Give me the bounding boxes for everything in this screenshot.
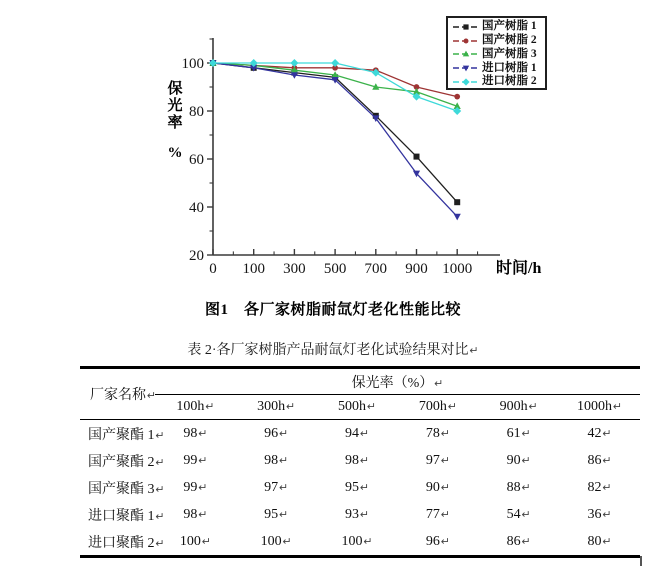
table-row: [80, 420, 640, 448]
table-row: [80, 528, 640, 557]
gloss-retention-header: [155, 368, 640, 395]
value-cell: 54↵: [506, 506, 531, 522]
x-tick-label: 700: [364, 261, 388, 277]
legend-marker-glyph: [463, 24, 468, 29]
value-cell: 97↵: [264, 479, 289, 495]
value-cell: 86↵: [506, 533, 531, 549]
y-tick-label: 100: [181, 56, 204, 72]
chart-legend: [446, 16, 547, 90]
paragraph-mark: ↵: [282, 534, 292, 548]
legend-label: 进口树脂 1: [482, 61, 537, 74]
paragraph-mark: ↵: [155, 509, 165, 523]
x-tick-label: 0: [209, 261, 217, 277]
paragraph-mark: ↵: [279, 507, 289, 521]
series-line-4: [213, 63, 457, 217]
x-tick-label: 500: [323, 261, 347, 277]
vendor-cell: 国产聚酯 2↵: [88, 454, 165, 470]
data-point: [290, 59, 298, 67]
paragraph-mark: ↵: [147, 389, 157, 402]
value-cell: 95↵: [345, 479, 370, 495]
paragraph-mark: ↵: [201, 534, 211, 548]
paragraph-mark: ↵: [363, 534, 373, 548]
paragraph-mark: ↵: [155, 482, 165, 496]
legend-marker-diamond-icon: [453, 76, 479, 88]
paragraph-mark: ↵: [198, 507, 208, 521]
paragraph-mark: ↵: [434, 376, 444, 390]
paragraph-mark: ↵: [440, 507, 450, 521]
paragraph-mark: ↵: [279, 426, 289, 440]
paragraph-mark: ↵: [602, 507, 612, 521]
data-point: [331, 59, 339, 67]
table-caption: [0, 339, 666, 359]
vendor-cell: 进口聚酯 2↵: [88, 535, 165, 551]
table-header-row-2: [80, 395, 640, 420]
value-cell: 97↵: [425, 452, 450, 468]
paragraph-mark: ↵: [205, 400, 215, 413]
value-cell: 98↵: [183, 425, 208, 441]
value-cell: 82↵: [587, 479, 612, 495]
value-cell: 90↵: [506, 452, 531, 468]
legend-item: [453, 61, 542, 75]
paragraph-mark: ↵: [198, 453, 208, 467]
value-cell: 95↵: [264, 506, 289, 522]
value-cell: 96↵: [264, 425, 289, 441]
table-header-row-1: [80, 368, 640, 395]
y-tick-label: 60: [189, 152, 204, 168]
time-column-header: 100h↵: [155, 395, 236, 420]
x-axis-title: 时间/h: [496, 260, 542, 277]
paragraph-mark: ↵: [440, 534, 450, 548]
y-tick-label: 40: [189, 200, 204, 216]
legend-label: 进口树脂 2: [482, 75, 537, 88]
paragraph-mark: ↵: [469, 344, 479, 357]
paragraph-mark: ↵: [602, 426, 612, 440]
time-column-header: 300h↵: [236, 395, 317, 420]
value-cell: 99↵: [183, 452, 208, 468]
paragraph-mark: ↵: [155, 455, 165, 469]
legend-marker-circle-icon: [453, 35, 479, 47]
paragraph-mark: ↵: [440, 480, 450, 494]
value-cell: 100↵: [260, 533, 292, 549]
table-caption-text: 表 2·各厂家树脂产品耐氙灯老化试验结果对比: [187, 343, 469, 358]
value-cell: 80↵: [587, 533, 612, 549]
data-point: [454, 214, 461, 221]
time-column-header: 900h↵: [478, 395, 559, 420]
paragraph-mark: ↵: [360, 426, 370, 440]
value-cell: 98↵: [264, 452, 289, 468]
time-column-header: 500h↵: [317, 395, 398, 420]
paragraph-mark: ↵: [155, 428, 165, 442]
legend-label: 国产树脂 2: [482, 33, 537, 46]
x-tick-label: 100: [242, 261, 265, 277]
data-point: [454, 199, 460, 205]
y-axis-title-char: 光: [167, 98, 183, 114]
paragraph-mark: ↵: [360, 507, 370, 521]
paragraph-mark: ↵: [521, 534, 531, 548]
vendor-header-text: 厂家名称: [90, 388, 146, 403]
table-row: [80, 474, 640, 501]
legend-marker-triangle-down-icon: [453, 62, 479, 74]
paragraph-mark: ↵: [528, 400, 538, 413]
paragraph-mark: ↵: [367, 400, 377, 413]
paragraph-mark: ↵: [279, 453, 289, 467]
paragraph-mark: ↵: [447, 400, 457, 413]
vendor-cell: 国产聚酯 3↵: [88, 481, 165, 497]
paragraph-mark: ↵: [521, 480, 531, 494]
value-cell: 88↵: [506, 479, 531, 495]
paragraph-mark: ↵: [198, 426, 208, 440]
value-cell: 99↵: [183, 479, 208, 495]
value-cell: 98↵: [345, 452, 370, 468]
legend-marker-glyph: [464, 38, 469, 43]
paragraph-mark: ↵: [440, 453, 450, 467]
paragraph-mark: ↵: [440, 426, 450, 440]
x-tick-label: 1000: [442, 261, 473, 277]
legend-item: [453, 34, 542, 48]
y-tick-label: 20: [189, 248, 204, 264]
y-axis-unit: %: [167, 145, 183, 161]
paragraph-mark: ↵: [521, 507, 531, 521]
value-cell: 100↵: [179, 533, 211, 549]
legend-marker-glyph: [462, 78, 469, 85]
y-axis-title-char: 保: [167, 81, 183, 97]
series-line-1: [213, 63, 457, 202]
table-row: [80, 447, 640, 474]
paragraph-mark: ↵: [613, 400, 623, 413]
legend-label: 国产树脂 1: [482, 20, 537, 33]
legend-label: 国产树脂 3: [482, 47, 537, 60]
results-table: [80, 366, 640, 558]
paragraph-mark: ↵: [602, 534, 612, 548]
paragraph-mark: ↵: [521, 426, 531, 440]
paragraph-mark: ↵: [198, 480, 208, 494]
value-cell: 96↵: [425, 533, 450, 549]
value-cell: 61↵: [506, 425, 531, 441]
paragraph-mark: ↵: [602, 480, 612, 494]
vendor-column-header: [80, 368, 155, 420]
paragraph-mark: ↵: [360, 453, 370, 467]
table-row: [80, 501, 640, 528]
value-cell: 98↵: [183, 506, 208, 522]
data-point: [414, 154, 420, 160]
paragraph-mark: ↵: [279, 480, 289, 494]
time-column-header: 1000h↵: [559, 395, 640, 420]
paragraph-mark: ↵: [155, 536, 165, 550]
text-caret: [640, 556, 642, 566]
value-cell: 78↵: [425, 425, 450, 441]
value-cell: 93↵: [345, 506, 370, 522]
y-tick-label: 80: [189, 104, 204, 120]
legend-marker-triangle-up-icon: [453, 48, 479, 60]
vendor-cell: 国产聚酯 1↵: [88, 427, 165, 443]
paragraph-mark: ↵: [360, 480, 370, 494]
x-tick-label: 900: [405, 261, 428, 277]
value-cell: 77↵: [425, 506, 450, 522]
value-cell: 90↵: [425, 479, 450, 495]
value-cell: 86↵: [587, 452, 612, 468]
legend-item: [453, 75, 542, 89]
time-column-header: 700h↵: [397, 395, 478, 420]
gloss-retention-header-text: 保光率（%）: [351, 375, 434, 391]
figure-caption: 图1 各厂家树脂耐氙灯老化性能比较: [204, 302, 461, 318]
value-cell: 42↵: [587, 425, 612, 441]
paragraph-mark: ↵: [602, 453, 612, 467]
legend-item: [453, 48, 542, 62]
value-cell: 94↵: [345, 425, 370, 441]
data-point: [454, 94, 460, 100]
legend-marker-square-icon: [453, 21, 479, 33]
value-cell: 36↵: [587, 506, 612, 522]
x-tick-label: 300: [283, 261, 306, 277]
vendor-cell: 进口聚酯 1↵: [88, 508, 165, 524]
paragraph-mark: ↵: [286, 400, 296, 413]
y-axis-title-char: 率: [167, 115, 183, 131]
legend-item: [453, 20, 542, 34]
paragraph-mark: ↵: [521, 453, 531, 467]
value-cell: 100↵: [341, 533, 373, 549]
